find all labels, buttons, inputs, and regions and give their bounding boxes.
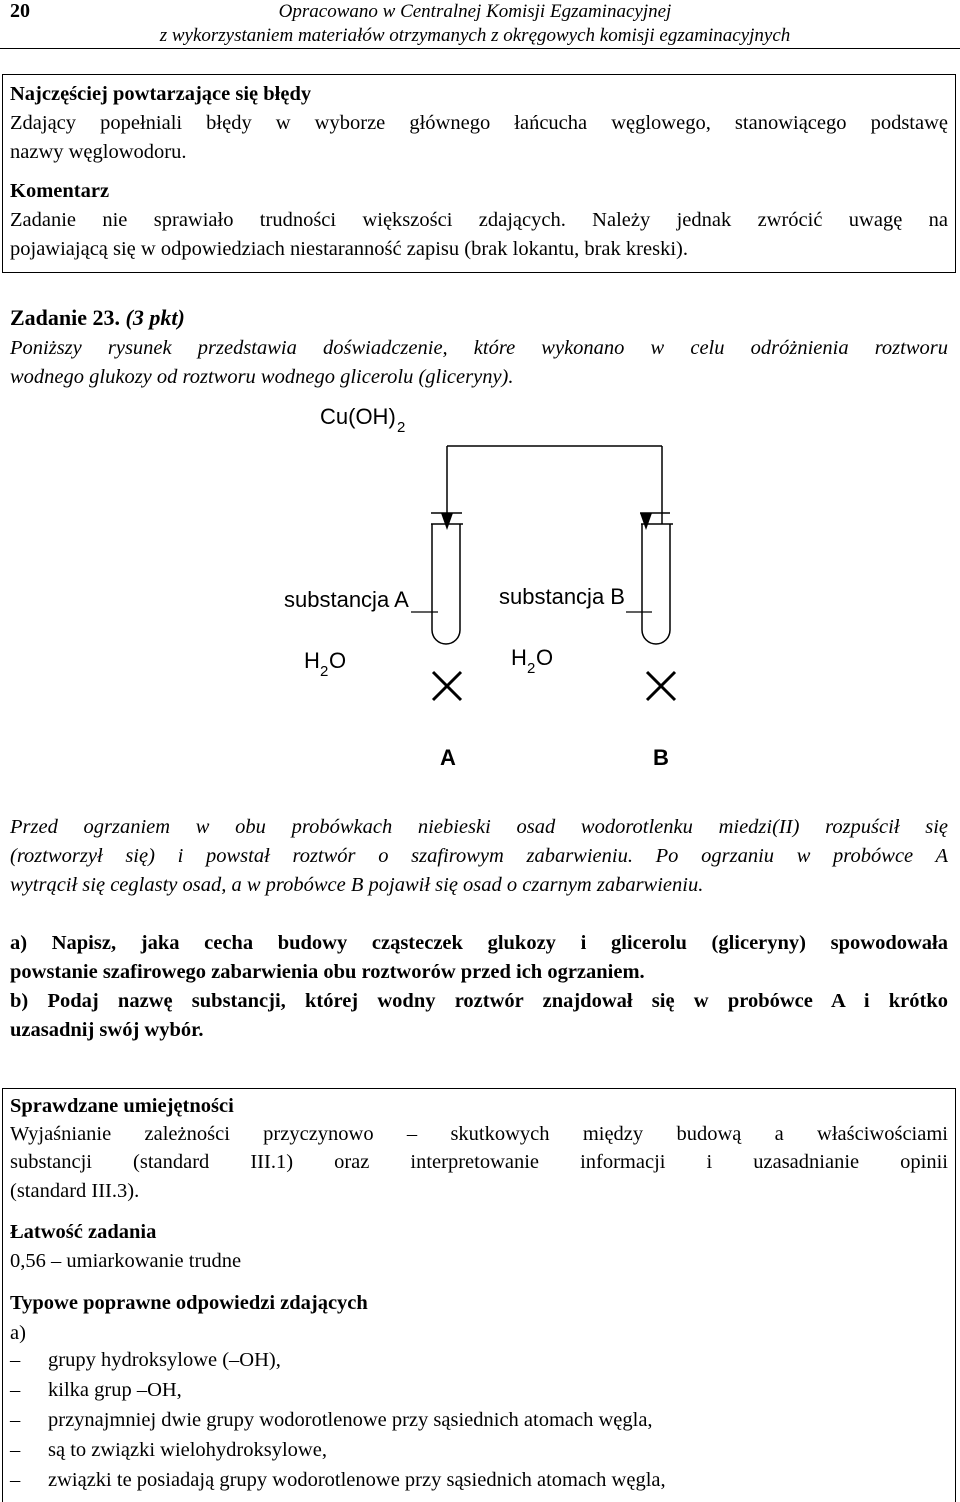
tube-b-label: B xyxy=(653,745,669,770)
errors-line1: Zdający popełniali błędy w wyborze głównego łańcucha węglowego, stanowiącego podstawę xyxy=(10,112,948,134)
skills-heading: Sprawdzane umiejętności xyxy=(10,1095,234,1117)
water-b-o: O xyxy=(536,645,554,670)
description-line1: Przed ogrzaniem w obu probówkach niebieski osad wodorotlenku miedzi(II) rozpuścił się xyxy=(10,816,948,838)
water-a-o: O xyxy=(329,648,347,673)
comment-line1: Zadanie nie sprawiało trudności większości zdających. Należy jednak zwrócić uwagę na xyxy=(10,209,948,231)
water-a-sub: 2 xyxy=(320,663,329,680)
ease-heading: Łatwość zadania xyxy=(10,1221,157,1243)
errors-heading: Najczęściej powtarzające się błędy xyxy=(10,83,312,105)
test-tube-a-icon xyxy=(431,524,463,644)
bullet-dash: – xyxy=(10,1349,21,1371)
answer-text: grupy hydroksylowe (–OH), xyxy=(48,1349,281,1371)
answer-text: związki te posiadają grupy wodorotlenowe przy sąsiednich atomach węgla, xyxy=(48,1469,666,1491)
errors-line2: nazwy węglowodoru. xyxy=(10,141,187,163)
water-b-sub: 2 xyxy=(527,660,536,677)
answer-text: przynajmniej dwie grupy wodorotlenowe przy sąsiednich atomach węgla, xyxy=(48,1409,653,1431)
answers-heading: Typowe poprawne odpowiedzi zdających xyxy=(10,1292,368,1314)
question-b-line2: uzasadnij swój wybór. xyxy=(10,1019,204,1041)
water-label-a xyxy=(304,648,346,680)
task-intro-line1: Poniższy rysunek przedstawia doświadczenie, które wykonano w celu odróżnienia roztworu xyxy=(10,337,948,359)
substance-a-label: substancja A xyxy=(284,587,409,612)
skills-line3: (standard III.3). xyxy=(10,1180,140,1202)
header-title-line2: z wykorzystaniem materiałów otrzymanych z okręgowych komisji egzaminacyjnych xyxy=(159,25,791,46)
comment-line2: pojawiającą się w odpowiedziach niestaranność zapisu (brak lokantu, brak kreski). xyxy=(10,238,688,260)
task-intro-line2: wodnego glukozy od roztworu wodnego glicerolu (gliceryny). xyxy=(10,366,514,388)
burner-b-icon xyxy=(647,672,675,700)
test-tube-b-icon xyxy=(641,524,673,644)
bullet-dash: – xyxy=(10,1439,21,1461)
reagent-lines xyxy=(447,446,662,524)
water-b-h: H xyxy=(511,645,527,670)
arrow-a-icon xyxy=(431,513,462,530)
task-number: Zadanie 23. xyxy=(10,305,121,330)
burner-a-icon xyxy=(433,672,461,700)
description-line2: (roztworzył się) i powstał roztwór o szafirowym zabarwieniu. Po ogrzaniu w probówce A xyxy=(10,845,948,867)
experiment-diagram xyxy=(0,395,960,780)
question-a-line2: powstanie szafirowego zabarwienia obu roztworów przed ich ogrzaniem. xyxy=(10,961,645,983)
reagent-formula: Cu(OH) xyxy=(320,404,396,429)
question-b-line1: b) Podaj nazwę substancji, której wodny roztwór znajdował się w probówce A i krótko xyxy=(10,990,948,1012)
answer-text: są to związki wielohydroksylowe, xyxy=(48,1439,327,1461)
answers-part-label: a) xyxy=(10,1322,26,1344)
description-line3: wytrącił się ceglasty osad, a w probówce B pojawił się osad o czarnym zabarwieniu. xyxy=(10,874,704,896)
ease-value: 0,56 – umiarkowanie trudne xyxy=(10,1250,242,1272)
bullet-dash: – xyxy=(10,1379,21,1401)
reagent-subscript: 2 xyxy=(397,419,406,436)
arrow-b-icon xyxy=(640,513,670,530)
water-label-b xyxy=(511,645,553,677)
substance-b-label: substancja B xyxy=(499,584,625,609)
page-number: 20 xyxy=(10,0,30,22)
task-points: (3 pkt) xyxy=(125,305,185,330)
header-title xyxy=(125,0,825,48)
task-title xyxy=(10,303,185,332)
answer-text: kilka grup –OH, xyxy=(48,1379,182,1401)
reagent-label xyxy=(320,404,405,436)
bullet-dash: – xyxy=(10,1409,21,1431)
header-title-line1: Opracowano w Centralnej Komisji Egzaminacyjnej xyxy=(278,1,672,22)
skills-line1: Wyjaśnianie zależności przyczynowo – skutkowych między budową a właściwościami xyxy=(10,1123,948,1145)
tube-a-label: A xyxy=(440,745,456,770)
skills-line2: substancji (standard III.1) oraz interpretowanie informacji i uzasadnianie opinii xyxy=(10,1151,948,1173)
question-a-line1: a) Napisz, jaka cecha budowy cząsteczek glukozy i glicerolu (gliceryny) spowodowała xyxy=(10,932,948,954)
page-header xyxy=(0,0,960,49)
comment-heading: Komentarz xyxy=(10,180,110,202)
bullet-dash: – xyxy=(10,1469,21,1491)
water-a-h: H xyxy=(304,648,320,673)
